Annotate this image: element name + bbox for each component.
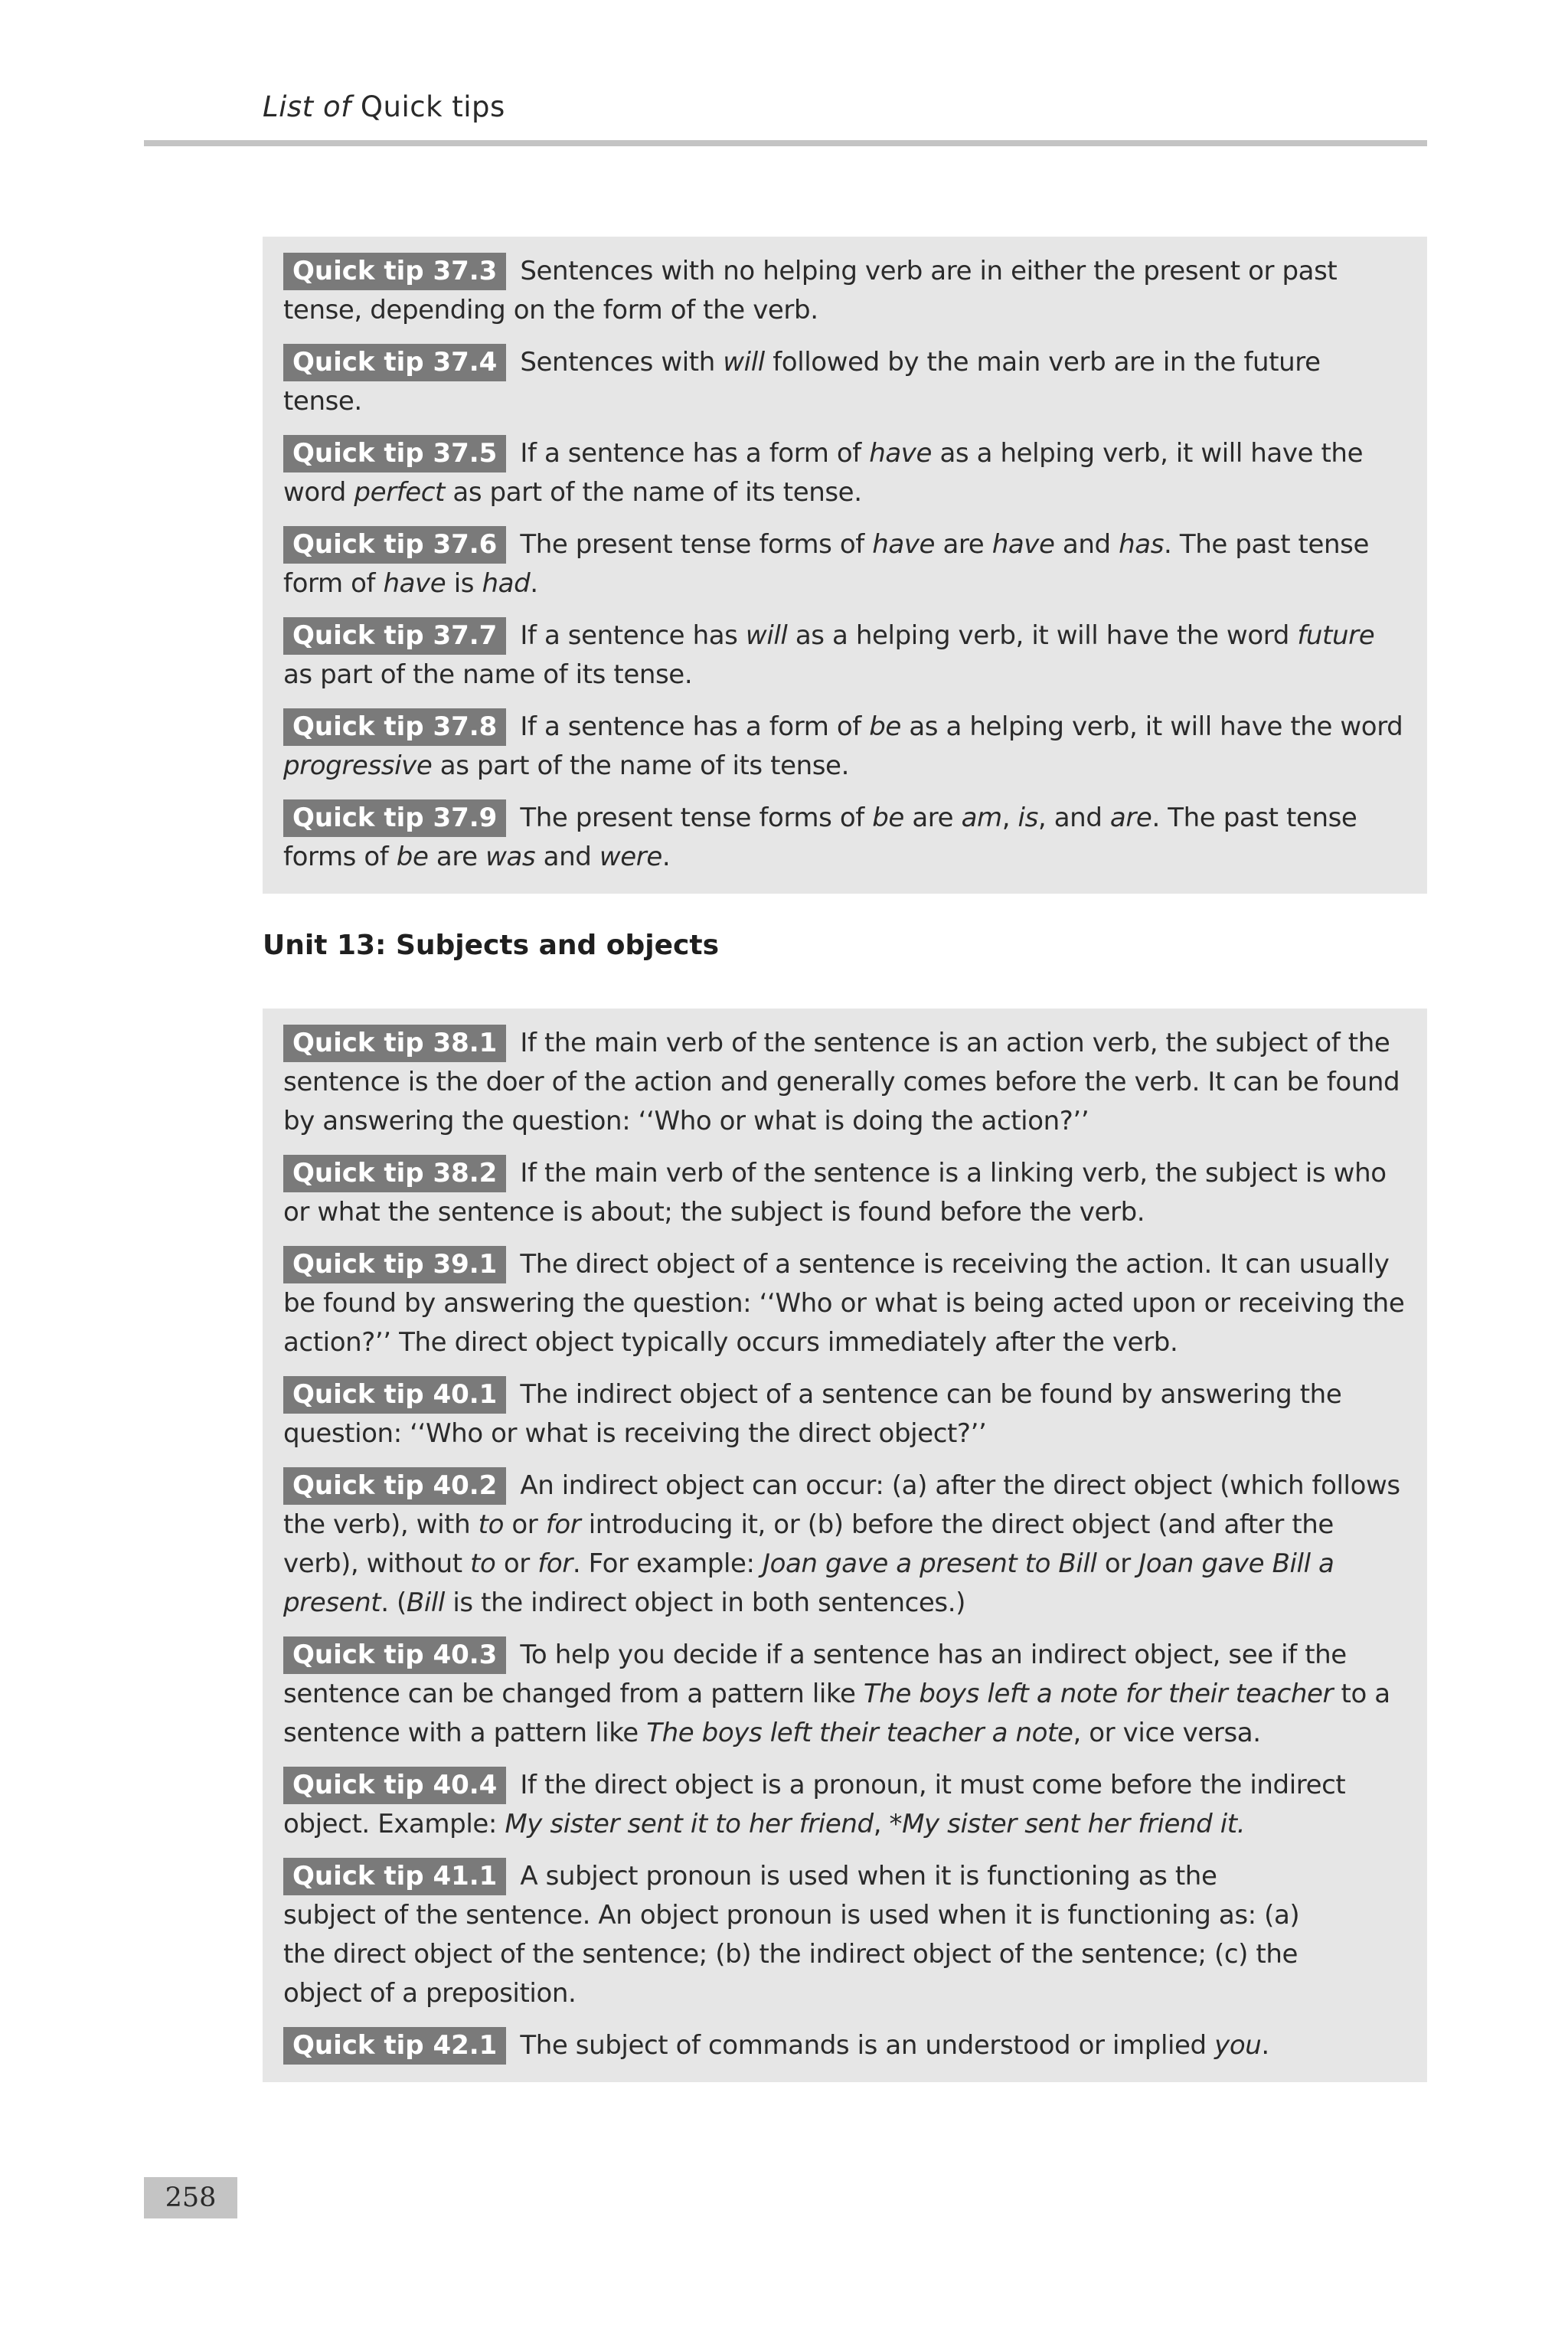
tip-text: Sentences with no helping verb are in either the present or past tense, depending on the form of the verb. [283, 256, 1338, 325]
tip-text: are [428, 842, 486, 872]
quick-tip-40-4 [283, 1766, 1406, 1844]
tip-emphasis: *My sister sent her friend it. [889, 1809, 1246, 1839]
tip-text: introducing it, or (b) before the direct object (and after the verb), without [283, 1509, 1334, 1579]
tip-text: If the main verb of the sentence is an action verb, the subject of the sentence is the doer of the action and generally comes before the verb. It can be found by answering the question: ‘‘Who or what is doing the action?’’ [283, 1028, 1400, 1136]
tip-emphasis: were [599, 842, 662, 872]
tip-text: A subject pronoun is used when it is functioning as the subject of the sentence. An object pronoun is used when it is functioning as: (a) the direct object of the sentence; (b) the indirect object of the sentence; (c) the object of a preposition. [283, 1861, 1300, 2009]
quick-tip-37-9 [283, 799, 1406, 877]
tip-label: Quick tip 37.8 [283, 708, 506, 746]
tip-text: The indirect object of a sentence can be found by answering the question: ‘‘Who or what is receiving the direct object?’’ [283, 1379, 1342, 1449]
tip-text: and [535, 842, 599, 872]
quick-tip-37-6 [283, 525, 1406, 603]
tip-text: If a sentence has [520, 620, 746, 651]
quick-tip-40-1 [283, 1375, 1406, 1453]
tip-emphasis: The boys left a note for their teacher [863, 1679, 1334, 1709]
tip-emphasis: to [470, 1548, 496, 1579]
tip-text: is the indirect object in both sentences.) [444, 1587, 965, 1618]
tip-text: An indirect object can occur: (a) after the direct object (which follows the verb), with [283, 1470, 1400, 1540]
tip-text: are [903, 803, 962, 833]
tip-emphasis: future [1297, 620, 1375, 651]
running-header-em: List of [263, 90, 351, 123]
tip-emphasis: are [1109, 803, 1152, 833]
tip-emphasis: have [991, 529, 1055, 560]
tip-label: Quick tip 37.9 [283, 799, 506, 837]
tip-text: as a helping verb, it will have the word [787, 620, 1298, 651]
tip-label: Quick tip 39.1 [283, 1246, 506, 1283]
tip-emphasis: you [1214, 2030, 1262, 2061]
tip-label: Quick tip 37.4 [283, 344, 506, 381]
tip-emphasis: My sister sent it to her friend [505, 1809, 874, 1839]
tip-label: Quick tip 42.1 [283, 2027, 506, 2065]
tip-text: If a sentence has a form of [520, 711, 870, 742]
tip-text: as a helping verb, it will have the word [900, 711, 1403, 742]
tip-text: as part of the name of its tense. [444, 477, 862, 508]
tip-text: is [446, 568, 482, 599]
page-number: 258 [144, 2177, 237, 2218]
tip-emphasis: will [745, 620, 788, 651]
tip-emphasis: have [383, 568, 446, 599]
tip-emphasis: will [723, 347, 765, 378]
tip-label: Quick tip 37.3 [283, 253, 506, 290]
tip-text: If the direct object is a pronoun, it must come before the indirect object. Example: [283, 1770, 1346, 1839]
tip-text: If the main verb of the sentence is a linking verb, the subject is who or what the sentence is about; the subject is found before the verb. [283, 1158, 1387, 1228]
tip-emphasis: have [869, 438, 933, 469]
quick-tip-39-1 [283, 1245, 1406, 1362]
tip-label: Quick tip 37.6 [283, 526, 506, 564]
tip-text: are [935, 529, 992, 560]
tip-label: Quick tip 38.2 [283, 1155, 506, 1192]
quick-tip-42-1 [283, 2026, 1406, 2065]
quick-tip-40-2 [283, 1466, 1406, 1623]
tip-emphasis: be [869, 711, 901, 742]
tip-text: . [1261, 2030, 1269, 2061]
quick-tips-box-unit-13 [263, 1009, 1427, 2082]
tip-emphasis: for [545, 1509, 581, 1540]
quick-tip-41-1 [283, 1857, 1406, 2013]
tip-label: Quick tip 40.1 [283, 1376, 506, 1414]
header-rule [144, 140, 1427, 146]
tip-text: or [495, 1548, 538, 1579]
quick-tips-box-unit-12 [263, 237, 1427, 894]
tip-emphasis: Bill [406, 1587, 445, 1618]
tip-text: The direct object of a sentence is receiving the action. It can usually be found by answering the question: ‘‘Who or what is being acted upon or receiving the action?’’ The direct object typically occurs immediately after the verb. [283, 1249, 1405, 1358]
quick-tip-38-1 [283, 1024, 1406, 1141]
tip-text: If a sentence has a form of [520, 438, 870, 469]
quick-tip-37-8 [283, 708, 1406, 786]
quick-tip-37-4 [283, 343, 1406, 421]
tip-text: , [1001, 803, 1018, 833]
tip-text: The present tense forms of [520, 529, 873, 560]
tip-emphasis: for [537, 1548, 573, 1579]
tip-text: as part of the name of its tense. [432, 750, 849, 781]
tip-text: or [503, 1509, 546, 1540]
tip-emphasis: The boys left their teacher a note [646, 1718, 1073, 1748]
tip-text: , and [1037, 803, 1110, 833]
tip-label: Quick tip 38.1 [283, 1025, 506, 1062]
tip-text: as a helping verb, it will have the word [283, 438, 1364, 508]
section-heading: Unit 13: Subjects and objects [263, 930, 720, 961]
tip-text: Sentences with [520, 347, 724, 378]
quick-tip-37-5 [283, 434, 1406, 512]
tip-emphasis: be [872, 803, 904, 833]
tip-label: Quick tip 37.5 [283, 435, 506, 472]
tip-label: Quick tip 41.1 [283, 1858, 506, 1895]
tip-text: , or vice versa. [1073, 1718, 1261, 1748]
tip-emphasis: was [485, 842, 536, 872]
tip-text: . [662, 842, 671, 872]
tip-text: or [1096, 1548, 1139, 1579]
tip-text: To help you decide if a sentence has an indirect object, see if the sentence can be changed from a pattern like [283, 1640, 1347, 1709]
tip-emphasis: progressive [283, 750, 433, 781]
tip-text: followed by the main verb are in the future tense. [283, 347, 1321, 417]
tip-emphasis: is [1018, 803, 1038, 833]
tip-text: . ( [381, 1587, 407, 1618]
tip-label: Quick tip 37.7 [283, 617, 506, 655]
running-header-rest: Quick tips [351, 90, 505, 123]
tip-emphasis: be [396, 842, 429, 872]
tip-emphasis: to [478, 1509, 504, 1540]
tip-emphasis: have [872, 529, 936, 560]
tip-emphasis: perfect [354, 477, 445, 508]
tip-text: The present tense forms of [520, 803, 873, 833]
quick-tip-40-3 [283, 1636, 1406, 1753]
tip-text: as part of the name of its tense. [283, 659, 693, 690]
tip-emphasis: Joan gave Bill a present [283, 1548, 1334, 1618]
tip-text: . [530, 568, 538, 599]
quick-tip-38-2 [283, 1154, 1406, 1232]
tip-emphasis: am [961, 803, 1002, 833]
tip-emphasis: Joan gave a present to Bill [762, 1548, 1097, 1579]
tip-text: . For example: [572, 1548, 763, 1579]
tip-emphasis: has [1119, 529, 1165, 560]
running-header [263, 90, 505, 123]
tip-label: Quick tip 40.3 [283, 1636, 506, 1674]
tip-label: Quick tip 40.4 [283, 1767, 506, 1804]
tip-label: Quick tip 40.2 [283, 1467, 506, 1505]
tip-emphasis: had [482, 568, 531, 599]
tip-text: The subject of commands is an understood or implied [520, 2030, 1215, 2061]
tip-text: , [873, 1809, 890, 1839]
quick-tip-37-3 [283, 252, 1406, 330]
tip-text: . The past tense form of [283, 529, 1369, 599]
quick-tip-37-7 [283, 616, 1406, 695]
tip-text: to a sentence with a pattern like [283, 1679, 1390, 1748]
tip-text: . The past tense forms of [283, 803, 1357, 872]
tip-text: and [1054, 529, 1119, 560]
